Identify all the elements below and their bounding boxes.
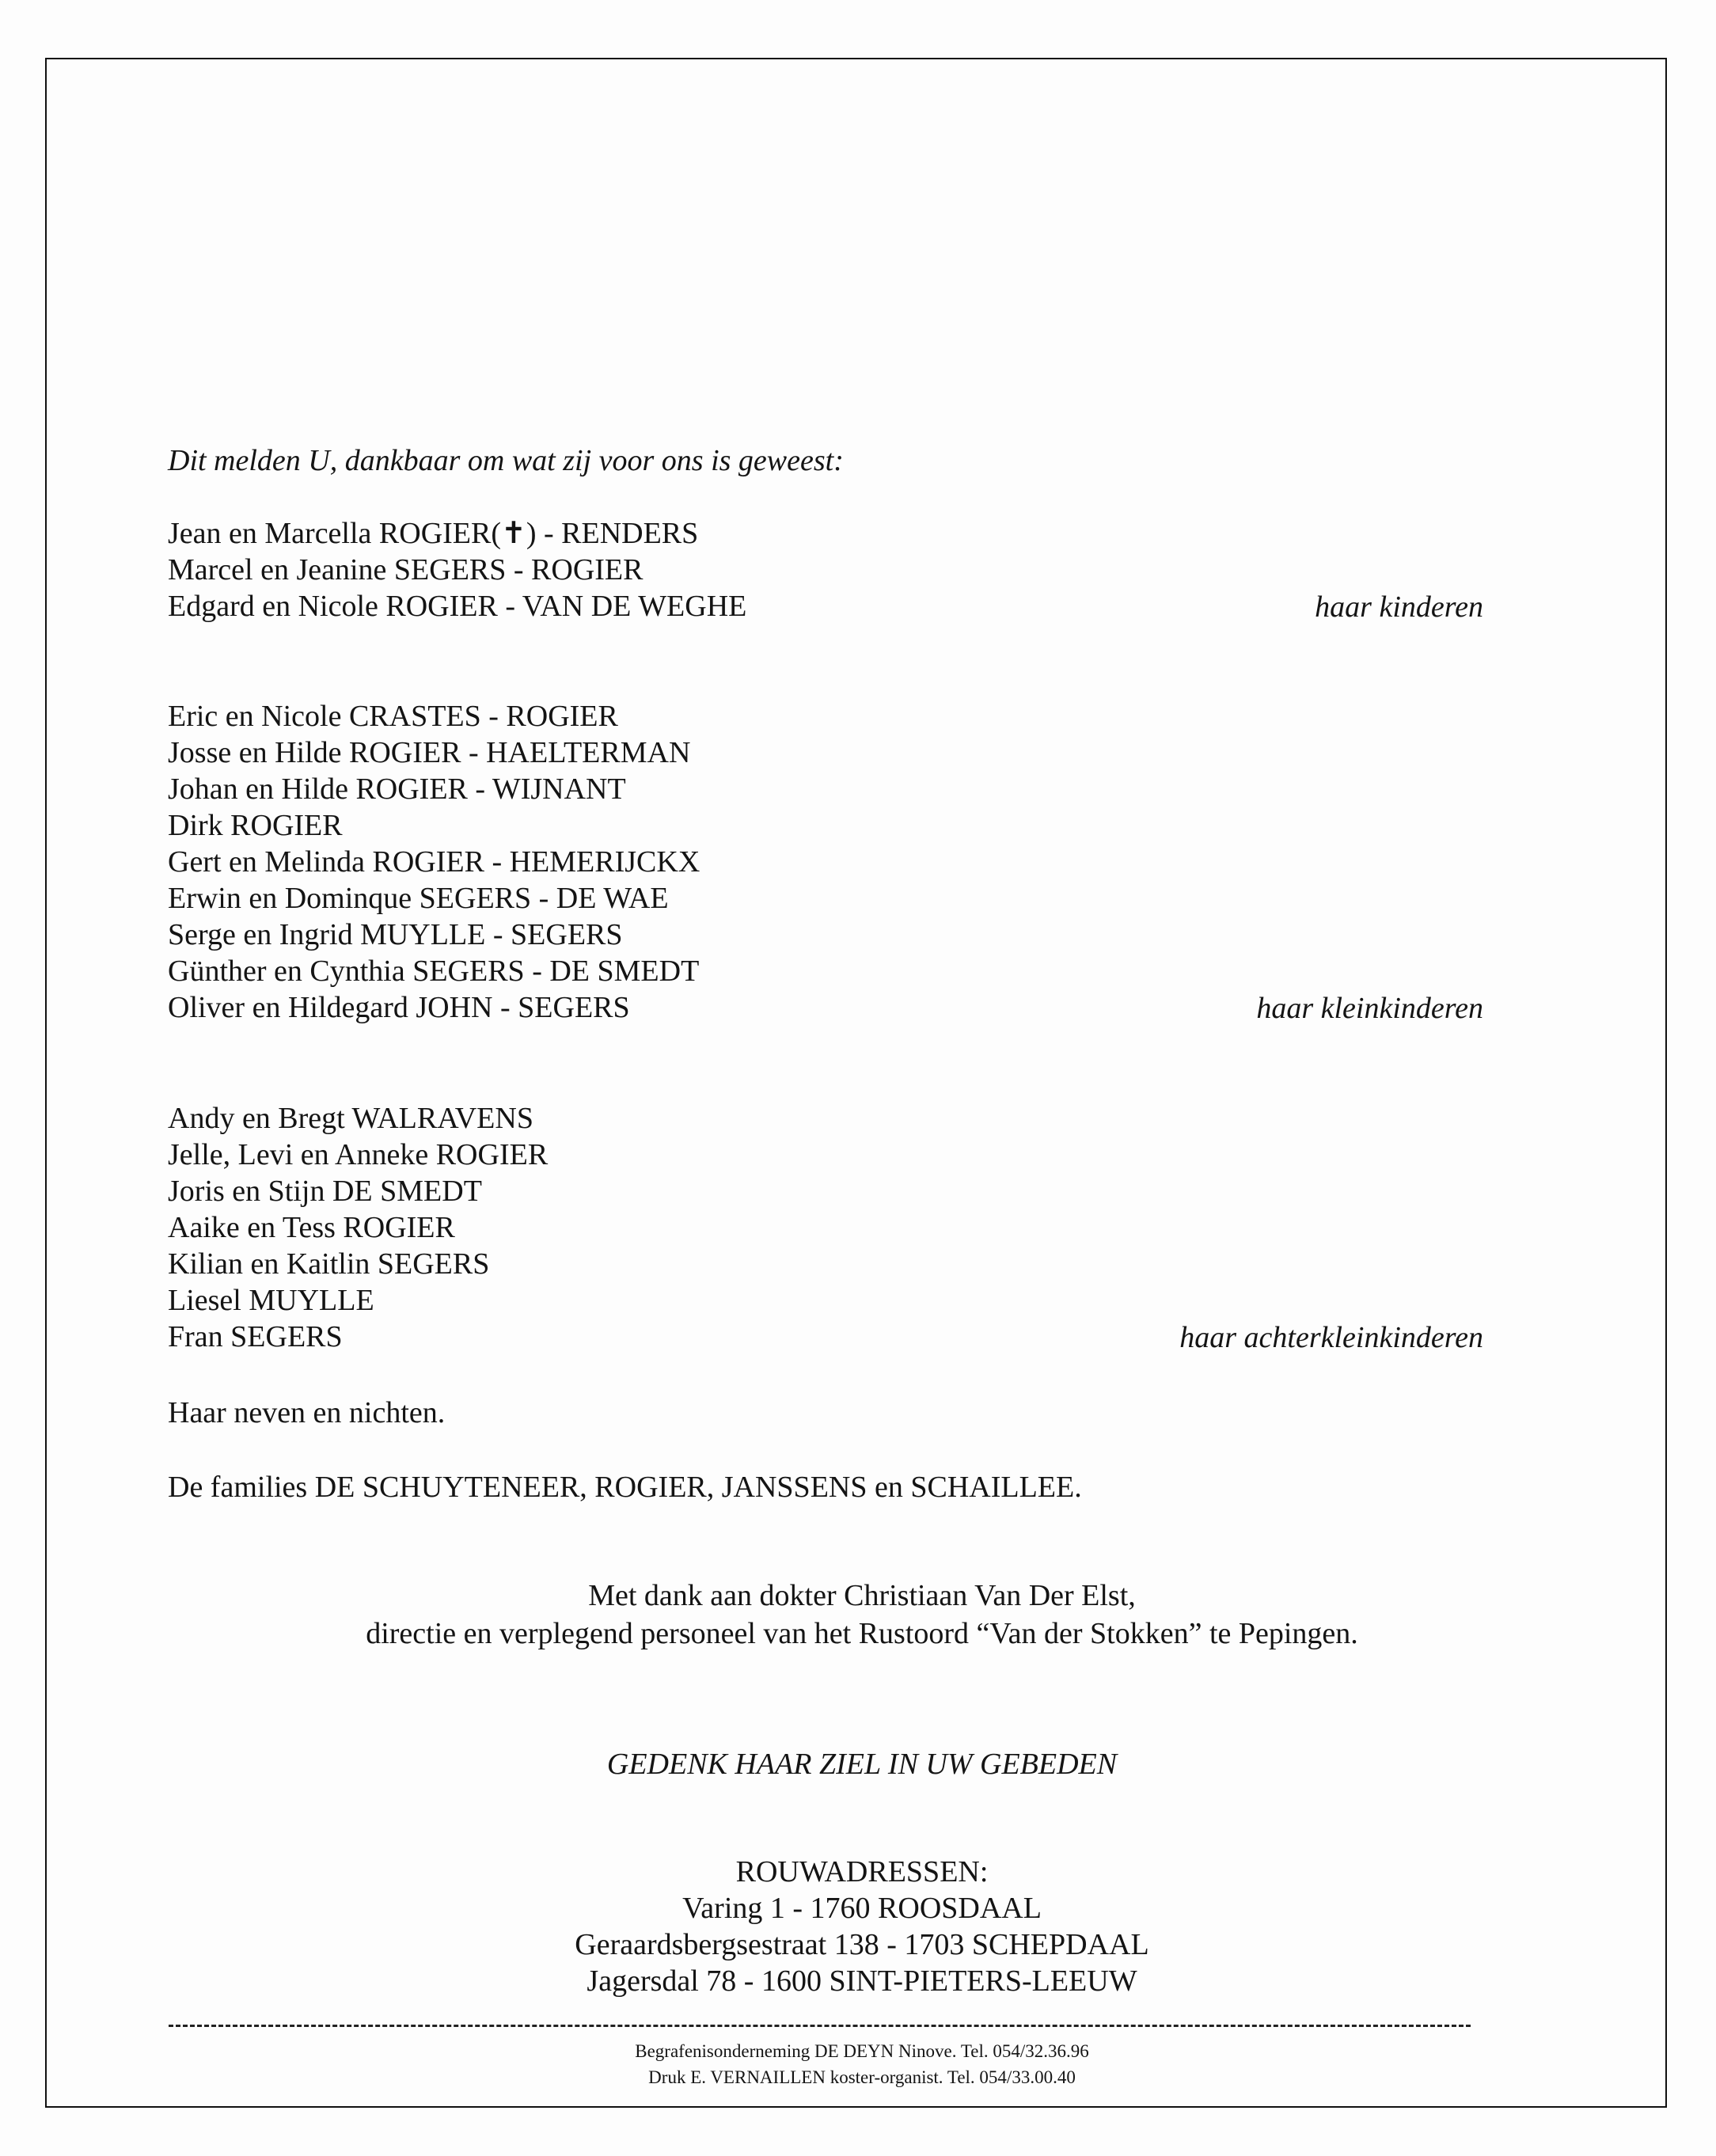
list-item: Günther en Cynthia SEGERS - DE SMEDT	[168, 955, 700, 988]
thanks-line-1: Met dank aan dokter Christiaan Van Der Elst,	[588, 1579, 1136, 1612]
dashed-divider	[169, 2025, 1471, 2027]
thanks-line-2: directie en verplegend personeel van het Rustoord “Van der Stokken” te Pepingen.	[366, 1617, 1358, 1650]
footer-undertaker: Begrafenisonderneming DE DEYN Ninove. Tel. 054/32.36.96	[635, 2041, 1089, 2061]
list-item: Fran SEGERS	[168, 1320, 343, 1353]
list-item: Kilian en Kaitlin SEGERS	[168, 1247, 490, 1281]
list-item: Jelle, Levi en Anneke ROGIER	[168, 1138, 549, 1171]
list-item: Oliver en Hildegard JOHN - SEGERS	[168, 991, 630, 1024]
list-item: Aaike en Tess ROGIER	[168, 1211, 455, 1244]
list-item: Gert en Melinda ROGIER - HEMERIJCKX	[168, 845, 700, 879]
list-item: Eric en Nicole CRASTES - ROGIER	[168, 700, 618, 733]
card-border	[45, 58, 1667, 2108]
list-item: Josse en Hilde ROGIER - HAELTERMAN	[168, 736, 691, 769]
role-label-grandchildren: haar kleinkinderen	[1256, 992, 1483, 1025]
role-label-great-grandchildren: haar achterkleinkinderen	[1179, 1321, 1483, 1354]
footer-printer: Druk E. VERNAILLEN koster-organist. Tel. 054/33.00.40	[648, 2067, 1076, 2087]
list-item: Erwin en Dominque SEGERS - DE WAE	[168, 882, 669, 915]
list-item: Serge en Ingrid MUYLLE - SEGERS	[168, 918, 623, 951]
address-line: Jagersdal 78 - 1600 SINT-PIETERS-LEEUW	[587, 1964, 1137, 1998]
addresses-heading: ROUWADRESSEN:	[735, 1855, 989, 1888]
list-item: Marcel en Jeanine SEGERS - ROGIER	[168, 553, 644, 586]
cousins-text: Haar neven en nichten.	[168, 1396, 446, 1429]
role-label-children: haar kinderen	[1315, 590, 1483, 624]
address-line: Varing 1 - 1760 ROOSDAAL	[682, 1892, 1042, 1925]
address-line: Geraardsbergsestraat 138 - 1703 SCHEPDAAL	[575, 1928, 1149, 1961]
list-item: Andy en Bregt WALRAVENS	[168, 1102, 533, 1135]
list-item: Dirk ROGIER	[168, 809, 343, 842]
prayer-text: GEDENK HAAR ZIEL IN UW GEBEDEN	[606, 1748, 1118, 1781]
list-item: Liesel MUYLLE	[168, 1284, 374, 1317]
list-item: Edgard en Nicole ROGIER - VAN DE WEGHE	[168, 590, 747, 623]
families-text: De families DE SCHUYTENEER, ROGIER, JANSSENS en SCHAILLEE.	[168, 1471, 1082, 1504]
intro-text: Dit melden U, dankbaar om wat zij voor ons is geweest:	[168, 444, 844, 477]
list-item: Johan en Hilde ROGIER - WIJNANT	[168, 772, 626, 806]
list-item: Joris en Stijn DE SMEDT	[168, 1175, 482, 1208]
list-item: Jean en Marcella ROGIER(✝) - RENDERS	[168, 517, 699, 550]
